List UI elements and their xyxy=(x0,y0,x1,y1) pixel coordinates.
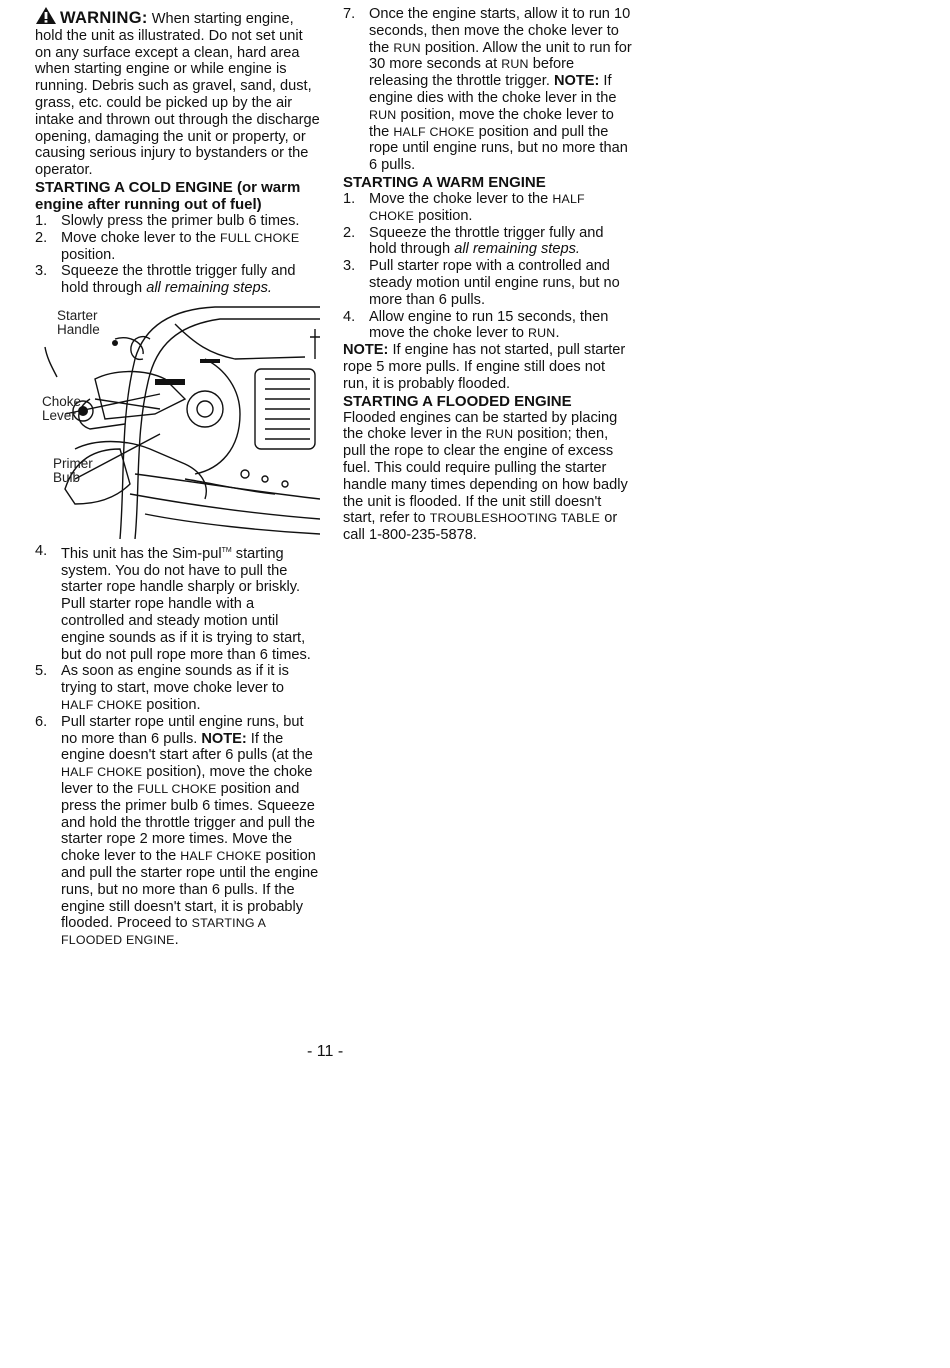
primer-bulb-label: Primer Bulb xyxy=(53,455,93,486)
warning-text: When starting engine, hold the unit as illustrated. Do not set unit on any surface except a clean, hard area when starting engine or while engine is running. Debris such as gravel, sand, dust, grass, etc. could be picked up by the air intake and thrown out through the discharge opening, damaging the unit or property, or causing serious injury to bystanders or the operator. xyxy=(35,11,320,179)
list-item: 1. Slowly press the primer bulb 6 times. xyxy=(35,212,300,229)
list-item: 4. Allow engine to run 15 seconds, then move the choke lever to RUN. xyxy=(343,308,609,342)
list-item: 2. Squeeze the throttle trigger fully and hold through all remaining steps. xyxy=(343,224,604,258)
warning-paragraph xyxy=(35,6,320,179)
list-item: 1. Move the choke lever to the HALF CHOKE position. xyxy=(343,190,585,224)
cold-start-step-7 xyxy=(343,6,633,174)
cold-start-heading: STARTING A COLD ENGINE (or warm engine after running out of fuel) xyxy=(35,178,301,213)
right-column xyxy=(343,6,633,544)
cold-start-steps-4-6 xyxy=(35,543,320,949)
list-item: 4. This unit has the Sim-pul™ starting system. You do not have to pull the starter rope handle sharply or briskly. Pull starter rope handle with a controlled and steady motion until engine sounds as if it is trying to start, but do not pull rope more than 6 times. xyxy=(35,542,311,663)
starting-illustration xyxy=(35,299,320,539)
warning-triangle-icon xyxy=(35,6,57,25)
list-item: 3. Squeeze the throttle trigger fully and hold through all remaining steps. xyxy=(35,263,296,297)
starter-handle-label: Starter Handle xyxy=(57,307,100,338)
choke-lever-label: Choke Lever xyxy=(42,393,82,424)
left-column xyxy=(35,6,320,949)
list-item: 5. As soon as engine sounds as if it is trying to start, move choke lever to HALF CHOKE position. xyxy=(35,663,289,713)
warm-start-heading: STARTING A WARM ENGINE xyxy=(343,173,546,191)
page-number: - 11 - xyxy=(307,1043,344,1060)
list-item: 2. Move choke lever to the FULL CHOKE position. xyxy=(35,229,300,263)
flooded-start-text: Flooded engines can be started by placing the choke lever in the RUN position; then, pull the rope to clear the engine of excess fuel. This could require pulling the starter handle many times depending on how badly the unit is flooded. If the unit still doesn't start, refer to TROUBLESHOOTING TABLE or call 1-800-235-5878. xyxy=(343,409,628,544)
flooded-start-heading: STARTING A FLOODED ENGINE xyxy=(343,392,572,410)
list-item: 3. Pull starter rope with a controlled and steady motion until engine runs, but no more than 6 pulls. xyxy=(343,258,620,308)
list-item: 7. Once the engine starts, allow it to run 10 seconds, then move the choke lever to the RUN position. Allow the unit to run for 30 more seconds at RUN before releasing the throttle trigger. NOTE: If engine dies with the choke lever in the RUN position, move the choke lever to the HALF CHOKE position and pull the rope until engine runs, but no more than 6 pulls. xyxy=(343,6,632,174)
warning-label: WARNING: xyxy=(60,9,148,27)
cold-start-steps-1-3 xyxy=(35,213,320,297)
warm-start-note: NOTE: If engine has not started, pull starter rope 5 more pulls. If engine still does not run, it is probably flooded. xyxy=(343,342,626,392)
list-item: 6. Pull starter rope until engine runs, but no more than 6 pulls. NOTE: If the engine doesn't start after 6 pulls (at the HALF CHOKE position), move the choke lever to the FULL CHOKE position and press the primer bulb 6 times. Squeeze and hold the throttle trigger and pull the starter rope 2 more times. Move the choke lever to the HALF CHOKE position and pull the starter rope until the engine runs, but no more than 6 pulls. If the engine still doesn't start, it is probably flooded. Proceed to STARTING A FLOODED ENGINE. xyxy=(35,713,319,949)
warm-start-steps xyxy=(343,191,633,342)
